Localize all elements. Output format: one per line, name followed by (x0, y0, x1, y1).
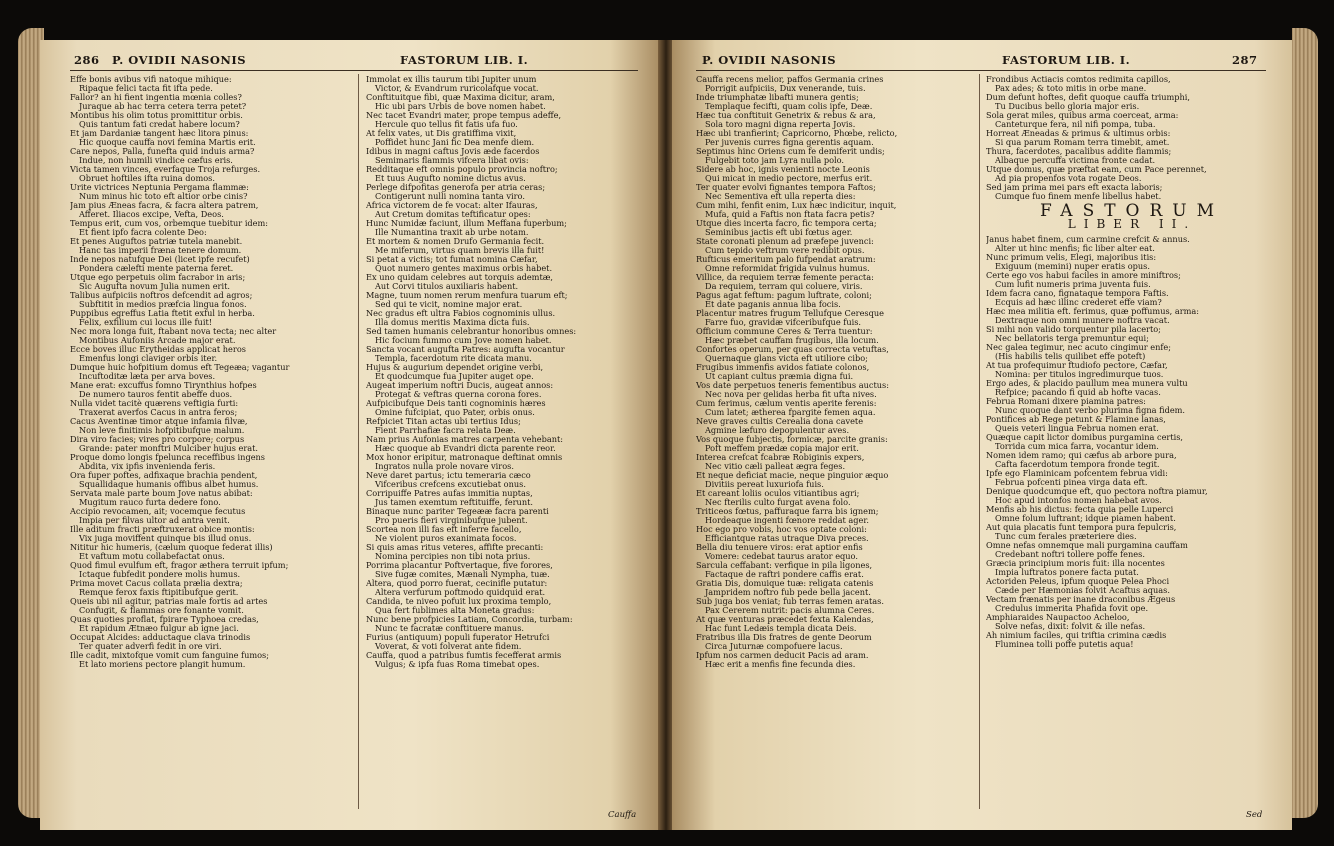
column-divider (358, 74, 359, 809)
verse-line: Februa Romani dixere piamina patres: (986, 397, 1146, 406)
verse-line: Dira viro facies; vires pro corpore; corpus (70, 435, 245, 444)
verse-line: State coronati plenum ad præfepe juvenci: (696, 237, 874, 246)
verse-line: Confugit, & flammas ore fonante vomit. (79, 606, 244, 615)
verse-line: Sidere ab hoc, ignis venienti nocte Leonis (696, 165, 870, 174)
verse-line: Mox honor eripitur, matronaque deftinat omnis (366, 453, 563, 462)
verse-line: Furius (antiquum) populi fuperator Hetrufci (366, 633, 550, 642)
verse-line: Inde nepos natufque Dei (licet ipfe recufet) (70, 255, 250, 264)
verse-line: Templaque fecifti, quam colis ipfe, Deæ. (705, 102, 873, 111)
verse-line: Si qua parum Romam terra timebit, amet. (995, 138, 1170, 147)
verse-line: Sic Augufta novum Julia numen erit. (79, 282, 230, 291)
verse-line: Vos date perpetuos teneris fementibus auctus: (696, 381, 889, 390)
verse-line: Certe ego vos habui faciles in amore miniftros; (986, 271, 1181, 280)
verse-line: Omne nefas omnemque mali purgamina cauffam (986, 541, 1188, 550)
verse-line: Hæc erit a menfis fine fecunda dies. (705, 660, 856, 669)
verse-line: Frugibus immenfis avidos fatiate colonos, (696, 363, 870, 372)
verse-line: Ipfum nos carmen deducit Pacis ad aram. (696, 651, 869, 660)
verse-line: Confortes operum, per quas correcta vetuftas, (696, 345, 889, 354)
verse-line: Ingratos nulla prole novare viros. (375, 462, 514, 471)
catchword-right: Sed (1246, 810, 1263, 820)
page-number-left: 286 (74, 53, 100, 67)
verse-line: Traxerat averfos Cacus in antra feros; (79, 408, 238, 417)
verse-line: Dumque huic hofpitium domus eft Tegeæa; vagantur (70, 363, 290, 372)
verse-line: Victor, & Evandrum ruricolafque vocat. (375, 84, 539, 93)
verse-line: Factaque de raftri pondere caffis erat. (705, 570, 864, 579)
verse-line: Vix juga moviffent quinque bis illud onus. (79, 534, 252, 543)
verse-line: Ecquis ad hæc illinc crederet effe viam? (995, 298, 1162, 307)
verse-line: Neve daret partus; ictu temeraria cæco (366, 471, 531, 480)
verse-line: Pro pueris fieri virginibufque jubent. (375, 516, 528, 525)
verse-line: Ille aditum fracti præftruxerat obice montis: (70, 525, 255, 534)
right-page-edges (1292, 28, 1318, 818)
verse-line: Pagus agat feftum: pagum luftrate, coloni; (696, 291, 872, 300)
verse-line: Si petat a victis; tot fumat nomina Cæfar, (366, 255, 538, 264)
verse-line: Fratribus illa Dis fratres de gente Deorum (696, 633, 872, 642)
book-two-opening (986, 235, 1278, 649)
verse-line: Contigerunt nulli nomina tanta viro. (375, 192, 525, 201)
verse-line: Placentur matres frugum Tellufque Ceresque (696, 309, 884, 318)
verse-line: Poft meffem prædæ copia major erit. (705, 444, 859, 453)
verse-line: Indue, non humili vindice cæfus eris. (79, 156, 233, 165)
verse-line: Templa, facerdotum rite dicata manu. (375, 354, 532, 363)
verse-line: Nec nova per gelidas herba fit ufta nives. (705, 390, 877, 399)
verse-line: Cæde per Hæmonias folvit Acaftus aquas. (995, 586, 1170, 595)
verse-line: At quæ venturas præcedet fexta Kalendas, (696, 615, 874, 624)
verse-line: Ictaque fubfedit pondere molis humus. (79, 570, 241, 579)
verse-line: Si quis amas ritus veteres, affifte precanti: (366, 543, 544, 552)
verse-line: Fallor? an hi fient ingentia mœnia colles? (70, 93, 242, 102)
verse-line: Immolat ex illis taurum tibi Jupiter unum (366, 75, 537, 84)
verse-line: Refpice; pacando fi quid ab hofte vacas. (995, 388, 1161, 397)
verse-line: Agmine læfuro depopulentur aves. (705, 426, 850, 435)
verse-line: Credulus immerita Phafida fovit ope. (995, 604, 1149, 613)
verse-line: Idibus in magni caftus Jovis æde facerdos (366, 147, 540, 156)
verse-line: Et fient ipfo facra colente Deo: (79, 228, 207, 237)
verse-line: Montibus his olim totus promittitur orbis. (70, 111, 243, 120)
book-subtitle: LIBER II. (1067, 217, 1197, 231)
verse-line: Prima movet Cacus collata prælia dextra; (70, 579, 243, 588)
verse-line: Hujus & augurium dependet origine verbi, (366, 363, 544, 372)
verse-line: Altera verfurum poftmodo quidquid erat. (375, 588, 546, 597)
right-page (672, 40, 1292, 830)
verse-line: Omne folum luftrant; idque piamen habent. (995, 514, 1176, 523)
verse-line: Nec vitio cæli palleat ægra feges. (705, 462, 846, 471)
verse-line: Nam prius Aufonias matres carpenta vehebant: (366, 435, 564, 444)
verse-line: Hordeaque ingenti fœnore reddat ager. (705, 516, 869, 525)
verse-line: Mufa, quid a Faftis non ftata facra petis? (705, 210, 875, 219)
verse-line: Nec galea tegimur, nec acuto cingimur enfe; (986, 343, 1172, 352)
verse-line: Vifceribus crefcens excutiebat onus. (375, 480, 526, 489)
verse-line: Subftitit in medios præfcia lingua fonos. (79, 300, 247, 309)
verse-line: Ipfe ego Flaminicam pofcentem februa vidi: (986, 469, 1168, 478)
verse-line: Servata male parte boum Jove natus abibat: (70, 489, 253, 498)
verse-line: Da requiem, terram qui coluere, viris. (705, 282, 863, 291)
verse-line: De numero tauros fentit abeffe duos. (79, 390, 233, 399)
verse-line: At felix vates, ut Dis gratiffima vixit, (366, 129, 517, 138)
verse-line: Dum defunt hoftes, defit quoque cauffa triumphi, (986, 93, 1191, 102)
verse-line: Cum lufit numeris prima juventa fuis. (995, 280, 1151, 289)
verse-line: Albaque percuffa victima fronte cadat. (995, 156, 1156, 165)
verse-line: Binaque nunc pariter Tegeææ facra parenti (366, 507, 549, 516)
verse-line: Quæque capit lictor domibus purgamina certis, (986, 433, 1184, 442)
verse-line: Accipio revocamen, ait; vocemque fecutus (70, 507, 246, 516)
verse-line: Cacus Aventinæ timor atque infamia filvæ, (70, 417, 248, 426)
verse-line: Occupat Alcides: adductaque clava trinodis (70, 633, 251, 642)
verse-line: Si mihi non valido torquentur pila lacerto; (986, 325, 1161, 334)
header-rule-right (696, 70, 1266, 71)
verse-line: Vulgus; & ipfa fuas Roma timebat opes. (375, 660, 540, 669)
header-rule (70, 70, 638, 71)
verse-line: Squallidaque humanis offibus albet humus. (79, 480, 259, 489)
verse-line: (His habilis telis quilibet effe poteft) (995, 352, 1146, 361)
verse-line: Cauffa recens melior, paffos Germania crines (696, 75, 884, 84)
verse-line: Refpiciet Titan actas ubi tertius Idus; (366, 417, 521, 426)
open-book (18, 10, 1318, 840)
verse-line: Et jam Dardaniæ tangent hæc litora pinus: (70, 129, 249, 138)
verse-line: Fient Parrhafiæ facra relata Deæ. (375, 426, 516, 435)
verse-line: Vos quoque fubjectis, formicæ, parcite granis: (696, 435, 888, 444)
verse-line: Effe bonis avibus vifi natoque mihique: (70, 75, 232, 84)
verse-line: Ah nimium faciles, qui triftia crimina cædis (986, 631, 1167, 640)
verse-line: Cumque fuo finem menfe libellus habet. (995, 192, 1162, 201)
verse-line: Nunc bene profpicies Latiam, Concordia, turbam: (366, 615, 573, 624)
verse-line: Seminibus jactis eft ubi fœtus ager. (705, 228, 853, 237)
verse-line: Hic focium fummo cum Jove nomen habet. (375, 336, 552, 345)
verse-line: Augeat imperium noftri Ducis, augeat annos: (366, 381, 554, 390)
verse-line: Gratia Dis, domuique tuæ: religata catenis (696, 579, 874, 588)
verse-line: Qui micat in medio pectore, merfus erit. (705, 174, 873, 183)
verse-line: Proque domo longis fpelunca receffibus ingens (70, 453, 266, 462)
verse-line: Urite victrices Neptunia Pergama flammæ: (70, 183, 249, 192)
verse-line: Nomina percipies non tibi nota prius. (375, 552, 531, 561)
verse-line: Actoriden Peleus, ipfum quoque Pelea Phoci (986, 577, 1170, 586)
verse-line: Menfis ab his dictus: fecta quia pelle Luperci (986, 505, 1174, 514)
right-column-2 (986, 75, 1278, 815)
verse-line: Ripaque felici tacta fit ifta pede. (79, 84, 213, 93)
verse-line: Quod fimul evulfum eft, fragor æthera terruit ipfum; (70, 561, 289, 570)
verse-line: Nomina: per titulos ingredimurque tuos. (995, 370, 1164, 379)
verse-line: Aut Corvi titulos auxiliaris habent. (375, 282, 519, 291)
verse-line: Nunc quoque dant verbo plurima figna fidem. (995, 406, 1186, 415)
verse-line: Nec gradus eft ultra Fabios cognominis ullus. (366, 309, 556, 318)
verse-line: Qua fert fublimes alta Moneta gradus: (375, 606, 535, 615)
verse-line: Officium commune Ceres & Terra tuentur: (696, 327, 873, 336)
verse-line: Ecce boves illuc Erytheidas applicat heros (70, 345, 246, 354)
verse-line: Pax Cererem nutrit: pacis alumna Ceres. (705, 606, 875, 615)
verse-line: Perlege difpofitas generofa per atria ceras; (366, 183, 546, 192)
verse-line: Conftituitque fibi, quæ Maxima dicitur, aram, (366, 93, 555, 102)
verse-line: Queis ubi nil agitur, patrias male fortis ad artes (70, 597, 268, 606)
verse-line: Græcia principium moris fuit: illa nocentes (986, 559, 1165, 568)
verse-line: Incuftoditæ læta per arva boves. (79, 372, 216, 381)
verse-line: Ora fuper poftes, adfixaque brachia pendent, (70, 471, 258, 480)
verse-line: Non leve finitimis hofpitibufque malum. (79, 426, 245, 435)
verse-line: Nec bellatoris terga premuntur equi; (995, 334, 1149, 343)
book-one-ending (986, 75, 1278, 201)
verse-line: Nulla videt tacitè quærens veftigia furti: (70, 399, 239, 408)
verse-line: Num minus hic toto eft altior orbe cinis? (79, 192, 248, 201)
verse-line: Torrida cum mica farra, vocantur idem. (995, 442, 1159, 451)
verse-line: Exiguum (memini) nuper eratis opus. (995, 262, 1150, 271)
verse-line: Jam pius Æneas facra, & facra altera patrem, (70, 201, 259, 210)
verse-line: Et date paganis annua liba focis. (705, 300, 841, 309)
verse-line: Fluminea tolli poffe putetis aqua! (995, 640, 1134, 649)
verse-line: Sarcula ceffabant: verfique in pila ligones, (696, 561, 873, 570)
verse-line: Hanc tas imperii fræna tenere domum. (79, 246, 242, 255)
verse-line: Inde triumphatæ libafti munera gentis; (696, 93, 859, 102)
verse-line: Hunc Numidæ faciunt, illum Meffana fuperbum; (366, 219, 567, 228)
verse-line: Cum mihi, fenfit enim, Lux hæc indicitur, inquit, (696, 201, 897, 210)
verse-line: Ter quater adverfi fedit in ore viri. (79, 642, 222, 651)
verse-line: Porrima placantur Poftvertaque, five forores, (366, 561, 553, 570)
verse-line: Juraque ab hac terra cetera terra petet? (79, 102, 247, 111)
verse-line: Mane erat: excuffus fomno Tirynthius hofpes (70, 381, 257, 390)
verse-line: Jus tamen exemtum reftituiffe, ferunt. (375, 498, 533, 507)
verse-line: Nec tacet Evandri mater, prope tempus adeffe, (366, 111, 562, 120)
verse-line: Aut quia placatis funt tempora pura fepulcris, (986, 523, 1177, 532)
running-head-work: FASTORUM LIB. I. (400, 53, 529, 67)
verse-line: Et quodcumque fua Jupiter auget ope. (375, 372, 534, 381)
verse-line: Hic quoque cauffa novi femina Martis erit. (79, 138, 256, 147)
verse-line: Credebant noftri tollere poffe fenes. (995, 550, 1145, 559)
verse-line: Et tuus Augufto nomine dictus avus. (375, 174, 526, 183)
verse-line: Sed tamen humanis celebrantur honoribus omnes: (366, 327, 577, 336)
verse-line: Candida, te niveo pofuit lux proxima templo, (366, 597, 552, 606)
verse-line: Felix, exfilium cui locus ille fuit! (79, 318, 213, 327)
verse-line: Nomen idem ramo; qui cæfus ab arbore pura, (986, 451, 1177, 460)
verse-line: Ter quater evolvi fignantes tempora Faftos; (696, 183, 876, 192)
verse-line: Nunc primum velis, Elegi, majoribus itis: (986, 253, 1157, 262)
verse-line: Farre fuo, gravidæ vifceribufque fuis. (705, 318, 862, 327)
verse-line: Hæc tua conftituit Genetrix & rebus & ara, (696, 111, 876, 120)
verse-line: Afferet. Iliacos excipe, Vefta, Deos. (79, 210, 224, 219)
verse-line: Cauffa, quod a patribus fumtis fecefferat armis (366, 651, 562, 660)
verse-line: Tunc cum ferales præteriere dies. (995, 532, 1137, 541)
verse-line: Et vaftum motu collabefactat onus. (79, 552, 225, 561)
verse-line: Februa pofcenti pinea virga data eft. (995, 478, 1148, 487)
verse-line: Hac funt Ledæis templa dicata Deis. (705, 624, 857, 633)
verse-line: Puppibus egreffus Latia ftetit exful in herba. (70, 309, 255, 318)
verse-line: Corripuiffe Patres aufas immitia nuptas, (366, 489, 533, 498)
catchword-left: Cauffa (608, 810, 637, 820)
verse-line: Victa tamen vinces, everfaque Troja refurges. (70, 165, 261, 174)
verse-line: Hæc mea militia eft. ferimus, quæ poffumus, arma: (986, 307, 1200, 316)
verse-line: Neve graves cultis Cerealia dona cavete (696, 417, 864, 426)
verse-line: Aut Cretum domitas teftificatur opes: (375, 210, 531, 219)
verse-line: Denique quodcumque eft, quo pectora noftra piamur, (986, 487, 1208, 496)
verse-line: Ex uno quidam celebres aut torquis ademtæ, (366, 273, 554, 282)
verse-line: Et mortem & nomen Drufo Germania fecit. (366, 237, 545, 246)
verse-line: Canteturque fera, nil nifi pompa, tuba. (995, 120, 1156, 129)
verse-line: Ille Numantina traxit ab urbe notam. (375, 228, 529, 237)
verse-line: Ad pia propenfos vota rogate Deos. (995, 174, 1142, 183)
verse-line: Nec mora longa fuit, ftabant nova tecta; nec alter (70, 327, 277, 336)
verse-line: Mugitum rauco furta dedere fono. (79, 498, 221, 507)
verse-line: Cum tepido veftrum vere redibit opus. (705, 246, 865, 255)
left-column-2 (366, 75, 648, 815)
verse-line: Et lato moriens pectore plangit humum. (79, 660, 246, 669)
verse-line: Thura, facerdotes, pacalibus addite flammis; (986, 147, 1172, 156)
verse-line: Hoc apud intonfos nomen habebat avos. (995, 496, 1162, 505)
verse-line: Bella diu tenuere viros: erat aptior enfis (696, 543, 863, 552)
verse-line: Hæc ubi tranfierint; Capricorno, Phœbe, relicto, (696, 129, 898, 138)
verse-line: Solve nefas, dixit: folvit & ille nefas. (995, 622, 1146, 631)
verse-line: Interea crefcat fcabræ Robiginis expers, (696, 453, 865, 462)
verse-line: Utque dies incerta facro, fic tempora certa; (696, 219, 877, 228)
verse-line: Impia luftratos ponere facta putat. (995, 568, 1139, 577)
verse-line: Horreat Æneadas & primus & ultimus orbis: (986, 129, 1171, 138)
verse-line: Per juvenis curres figna gerentis aquam. (705, 138, 874, 147)
verse-line: Magne, tuum nomen rerum menfura tuarum eft; (366, 291, 568, 300)
right-column-1 (696, 75, 978, 815)
verse-line: Alter ut hinc menfis; fic liber alter eat. (995, 244, 1155, 253)
column-divider-right (979, 74, 980, 809)
verse-line: Fulgebit toto jam Lyra nulla polo. (705, 156, 844, 165)
verse-line: Impia per filvas ultor ad antra venit. (79, 516, 230, 525)
verse-line: Janus habet finem, cum carmine crefcit & annus. (986, 235, 1190, 244)
verse-line: Sed jam prima mei pars eft exacta laboris; (986, 183, 1163, 192)
page-number-right: 287 (1232, 53, 1258, 67)
verse-line: Tempus erit, cum vos, orbemque tuebitur idem: (70, 219, 269, 228)
verse-line: Grande: pater monftri Mulciber hujus erat. (79, 444, 259, 453)
verse-line: Hæc quoque ab Evandri dicta parente reor. (375, 444, 556, 453)
verse-line: Nec Sementiva eft ulla reperta dies: (705, 192, 856, 201)
running-head-author: P. OVIDII NASONIS (112, 53, 247, 67)
verse-line: Triticeos fœtus, paffuraque farra bis ignem; (696, 507, 879, 516)
verse-line: Et careant loliis oculos vitiantibus agri; (696, 489, 860, 498)
verse-line: Redditaque eft omnis populo provincia noftro; (366, 165, 558, 174)
verse-line: Cum ferimus, cælum ventis aperite ferenis: (696, 399, 877, 408)
verse-line: Aufpicibufque Deis tanti cognominis hæres (366, 399, 546, 408)
verse-line: Protegat & veftras querna corona fores. (375, 390, 542, 399)
verse-line: Idem facra cano, fignataque tempora Faftis. (986, 289, 1169, 298)
verse-line: Sed qui te vicit, nomine major erat. (375, 300, 523, 309)
verse-line: Sub juga bos veniat; fub terras femen aratas. (696, 597, 884, 606)
verse-line: Pax ades; & toto mitis in orbe mane. (995, 84, 1147, 93)
book-title: FASTORUM (1039, 201, 1225, 221)
verse-line: Poffidet hunc Jani fic Dea menfe diem. (375, 138, 535, 147)
verse-line: Sola gerat miles, quibus arma coerceat, arma: (986, 111, 1179, 120)
verse-line: Emenfus longi claviger orbis iter. (79, 354, 218, 363)
verse-line: Villice, da requiem terræ femente peracta: (696, 273, 874, 282)
verse-line: Efficiantque ratas utraque Diva preces. (705, 534, 869, 543)
verse-line: Illa domus meritis Maxima dicta fuis. (375, 318, 530, 327)
verse-line: Me miferum, virtus quam brevis illa fuit! (375, 246, 545, 255)
verse-line: Hoc ego pro vobis, hoc vos optate coloni: (696, 525, 867, 534)
left-page (40, 40, 660, 830)
verse-line: Et neque deficiat macie, neque pinguior æquo (696, 471, 889, 480)
verse-line: Divitiis pereat luxuriofa fuis. (705, 480, 824, 489)
verse-line: Pontifices ab Rege petunt & Flamine lanas, (986, 415, 1166, 424)
verse-line: Pondera cælefti mente paterna feret. (79, 264, 234, 273)
verse-line: Cafta facerdotum tempora fronde tegit. (995, 460, 1160, 469)
verse-line: Remque ferox faxis ftipitibufque gerit. (79, 588, 239, 597)
verse-line: Ille cadit, mixtofque vomit cum fanguine fumos; (70, 651, 270, 660)
verse-line: Altera, quod porro fuerat, cecinifle putatur: (366, 579, 548, 588)
verse-line: Quernaque glans victa eft utiliore cibo; (705, 354, 868, 363)
verse-line: Rufticus emeritum palo fufpendat aratrum: (696, 255, 876, 264)
verse-line: Frondibus Actiacis comtos redimita capillos, (986, 75, 1171, 84)
verse-line: Sola toro magni digna reperta Jovis. (705, 120, 856, 129)
verse-line: Quot numero gentes maximus orbis habet. (375, 264, 553, 273)
verse-line: Jampridem noftro fub pede bella jacent. (705, 588, 871, 597)
verse-line: Scortea non illi fas eft inferre facello, (366, 525, 522, 534)
verse-line: Montibus Aufoniis Arcade major erat. (79, 336, 236, 345)
verse-line: Utque domus, quæ præftat eam, cum Pace perennet, (986, 165, 1207, 174)
verse-line: Sive fugæ comites, Mænali Nympha, tuæ. (375, 570, 550, 579)
running-head-work-right: FASTORUM LIB. I. (1002, 53, 1131, 67)
verse-line: Omine fufcipiat, quo Pater, orbis onus. (375, 408, 535, 417)
verse-line: Tu Ducibus bello gloria major eris. (995, 102, 1140, 111)
left-column-1 (70, 75, 352, 815)
verse-line: Obruet hoftiles ifta ruina domos. (79, 174, 215, 183)
verse-line: Nititur hic humeris, (cælum quoque federat illis) (70, 543, 273, 552)
verse-line: Et penes Auguftos patriæ tutela manebit. (70, 237, 243, 246)
verse-line: Ut capiant cultus præmia digna fui. (705, 372, 854, 381)
verse-line: Ne violent puros exanimata focos. (375, 534, 517, 543)
verse-line: Dextraque non omni munere noftra vacat. (995, 316, 1170, 325)
verse-line: Vectam frænatis per inane draconibus Ægeus (986, 595, 1176, 604)
verse-line: Ergo ades, & placido paullum mea munera vultu (986, 379, 1188, 388)
verse-line: Nec fterilis culto furgat avena folo. (705, 498, 851, 507)
verse-line: Queis veteri lingua Februa nomen erat. (995, 424, 1159, 433)
verse-line: Utque ego perpetuis olim facrabor in aris; (70, 273, 246, 282)
verse-line: Voverat, & voti folverat ante fidem. (375, 642, 522, 651)
verse-line: Abdita, vix ipfis invenienda feris. (79, 462, 216, 471)
verse-line: At tua profequimur ftudiofo pectore, Cæfar, (986, 361, 1168, 370)
verse-line: Cum latet; ætherea fpargite femen aqua. (705, 408, 876, 417)
verse-line: Porrigit aufpiciis, Dux venerande, tuis. (705, 84, 866, 93)
verse-line: Vomere: cedebat taurus arator equo. (705, 552, 858, 561)
verse-line: Hæc præbet cauffam frugibus, illa locum. (705, 336, 879, 345)
verse-line: Hic ubi pars Urbis de bove nomen habet. (375, 102, 546, 111)
running-head-author-right: P. OVIDII NASONIS (702, 53, 837, 67)
verse-line: Sancta vocant augufta Patres: augufta vocantur (366, 345, 565, 354)
verse-line: Circa Juturnæ compofuere lacus. (705, 642, 843, 651)
verse-line: Amphiaraides Naupactoo Acheloo, (986, 613, 1130, 622)
verse-line: Quas quoties proflat, fpirare Typhoea credas, (70, 615, 259, 624)
verse-line: Africa victorem de fe vocat: alter Ifauras, (366, 201, 538, 210)
verse-line: Omne reformidat frigida vulnus humus. (705, 264, 870, 273)
verse-line: Nunc te facratæ conftituere manus. (375, 624, 525, 633)
verse-line: Hercule quo tellus fit fatis ufa fuo. (375, 120, 518, 129)
verse-line: Talibus aufpiciis noftros defcendit ad agros; (70, 291, 253, 300)
verse-line: Quis tantum fati credat habere locum? (79, 120, 240, 129)
verse-line: Care nepos, Palla, funefta quid induis arma? (70, 147, 255, 156)
verse-line: Et rapidum Ætnæo fulgur ab igne jaci. (79, 624, 239, 633)
verse-line: Septimus hinc Oriens cum fe demiferit undis; (696, 147, 885, 156)
verse-line: Semimaris flammis vifcera libat ovis: (375, 156, 529, 165)
